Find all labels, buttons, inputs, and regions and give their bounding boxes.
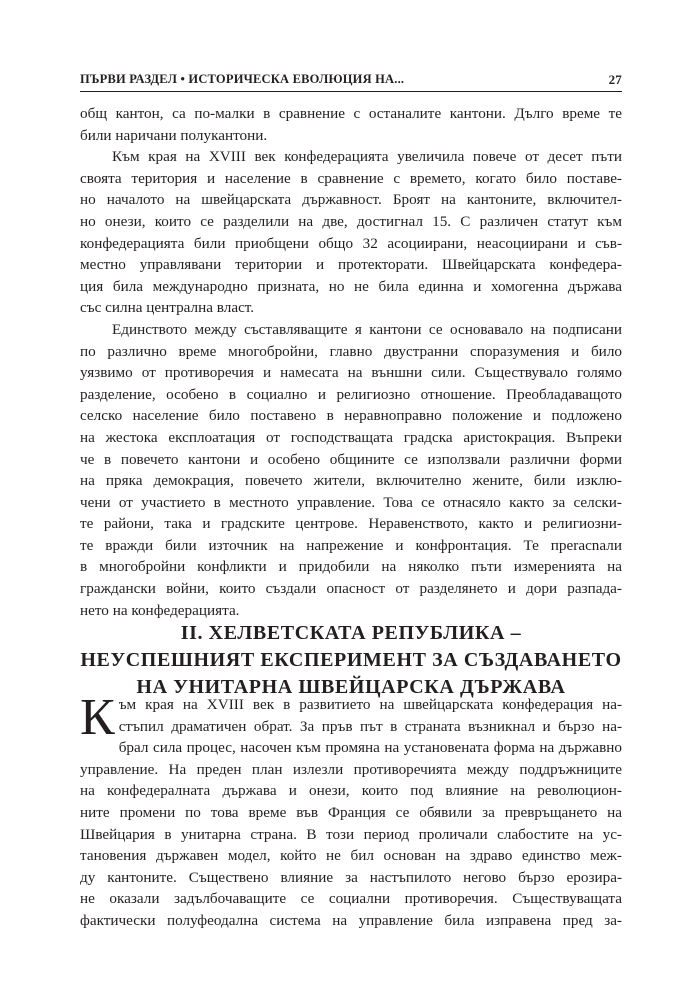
text-line: на пряка демокрация, повечето жители, включително жените, били изклю- [80, 472, 622, 490]
text-line: уязвимо от противоречия и намесата на външни сили. Съществувало голямо [80, 364, 622, 382]
heading-line: II. ХЕЛВЕТСКАТА РЕПУБЛИКА – [180, 622, 522, 644]
running-header [80, 68, 622, 90]
text-line: управление. На преден план излезли противоречията между поддръжниците [80, 760, 622, 778]
text-line: на жестока експлоатация от господстващата градска аристокрация. Въпреки [80, 428, 622, 446]
text-line: общ кантон, са по-малки в сравнение с останалите кантони. Дълго време те [80, 105, 622, 122]
text-line: разделение, особено в социално и религиозно отношение. Преобладаващото [80, 385, 622, 403]
text-line: тановения държавен модел, който не бил основан на здраво единство меж- [80, 847, 622, 865]
text-line: конфедерацията били приобщени общо 32 асоциирани, неасоциирани и съв- [80, 234, 622, 252]
text-line: брал сила процес, насочен към промяна на установената форма на държавно [118, 739, 622, 757]
text-line: селско население било поставено в неравноправно положение и подложено [80, 407, 622, 425]
heading-line: НА УНИТАРНА ШВЕЙЦАРСКА ДЪРЖАВА [136, 676, 566, 698]
text-line: стъпил драматичен обрат. За пръв път в страната възникнал и бързо на- [118, 717, 622, 735]
text-line: че в повечето кантони и особено общините се използвали различни форми [80, 450, 622, 468]
text-line: Швейцария в унитарна страна. В този период проличали слабостите на ус- [80, 825, 622, 843]
text-line: със силна централна власт. [80, 299, 255, 317]
text-line: Към края на XVIII век конфедерацията увеличила повече от десет пъти [112, 148, 622, 166]
running-header-title: ПЪРВИ РАЗДЕЛ • ИСТОРИЧЕСКА ЕВОЛЮЦИЯ НА... [80, 72, 405, 86]
text-line: чени от участието в местното управление. Това се отнасяло както за селски- [80, 493, 622, 511]
text-line: местно управлявани територии и протекторати. Швейцарската конфедера- [80, 256, 622, 274]
drop-cap: К [80, 689, 115, 746]
page-number: 27 [608, 72, 622, 87]
body-text-section-2 [80, 689, 622, 932]
section-heading [80, 620, 622, 701]
text-line: фактически полуфеодална система на управление била изправена пред за- [80, 911, 622, 929]
text-line: ду кантоните. Съществено влияние за настъпилото негово бързо ерозира- [80, 868, 622, 886]
text-line: ните промени по това време във Франция се обявили за превръщането на [80, 803, 622, 821]
body-text-section-1 [80, 103, 622, 621]
text-line: Единството между съставляващите я кантони се основавало на подписани [112, 320, 622, 338]
heading-line: НЕУСПЕШНИЯТ ЕКСПЕРИМЕНТ ЗА СЪЗДАВАНЕТО [80, 649, 622, 671]
text-line: по различно време многобройни, главно двустранни споразумения и било [80, 342, 622, 360]
text-line: на конфедералната държава и онези, които под влияние на революцион- [80, 782, 622, 800]
text-line: ъм края на XVIII век в развитието на швейцарската конфедерация на- [118, 696, 622, 713]
text-line: своята територия и население в сравнение с времето, когато било поставе- [80, 169, 622, 187]
text-line: в многобройни конфликти и придобили на няколко пъти измеренията на [80, 558, 622, 576]
text-line: но онези, които се разделили на две, достигнал 15. С различен статут към [80, 212, 622, 230]
text-line: те райони, така и градските центрове. Неравенството, както и религиозни- [80, 515, 622, 533]
text-line: граждански войни, които създали опасност от разделянето и дори разпада- [80, 580, 622, 598]
text-line: но началото на швейцарската държавност. Броят на кантоните, включител- [80, 191, 622, 209]
header-rule [80, 91, 622, 92]
text-line: не оказали задълбочаващите се социални противоречия. Съществуващата [80, 890, 622, 908]
text-line: нето на конфедерацията. [80, 601, 240, 619]
text-line: те вражди били източник на напрежение и конфронтация. Те преraсnали [80, 536, 622, 554]
text-line: били наричани полукантони. [80, 126, 268, 144]
text-line: ция била международно призната, но не била единна и хомогенна държава [80, 277, 622, 295]
